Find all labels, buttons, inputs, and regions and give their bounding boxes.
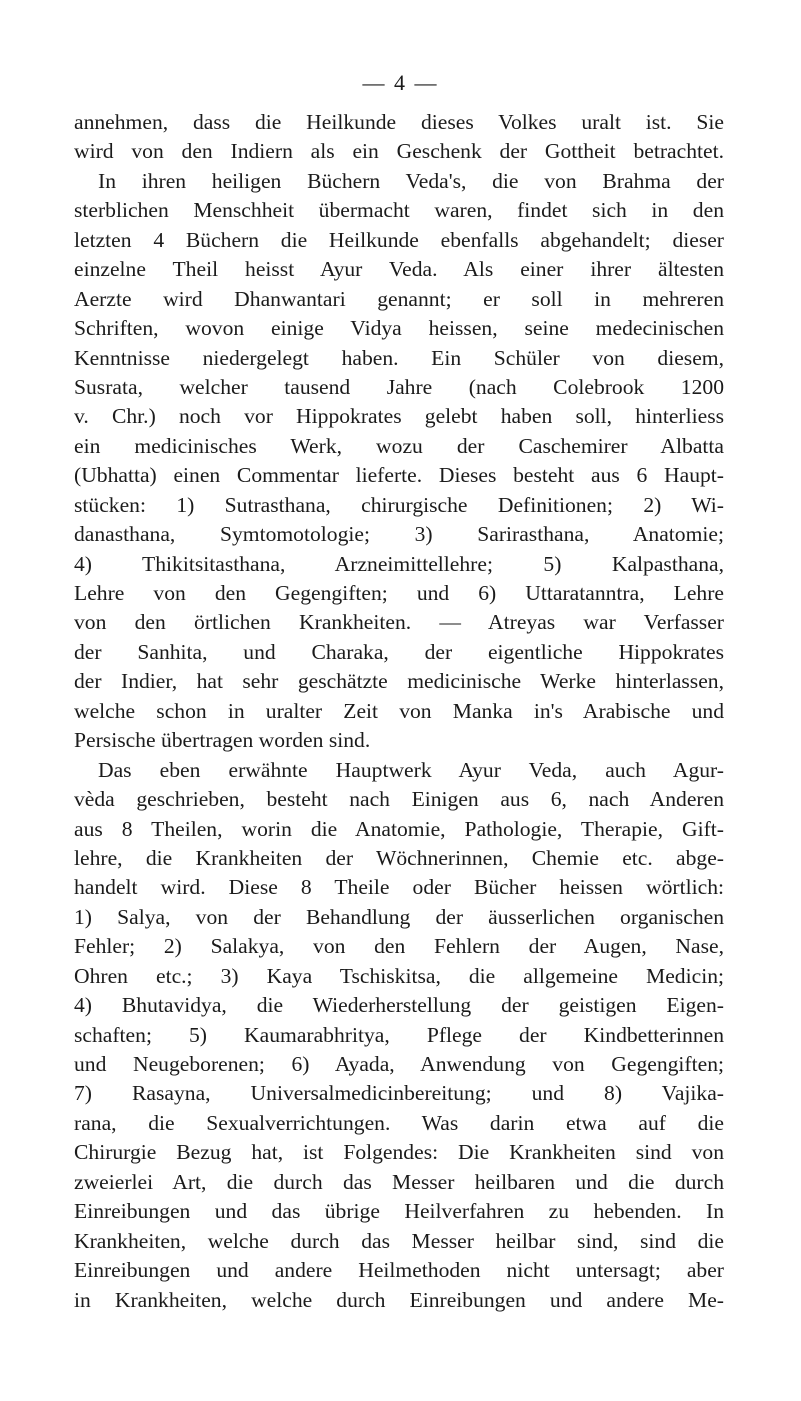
text-line: 4) Bhutavidya, die Wiederherstellung der geistigen Eigen- — [74, 993, 724, 1018]
text-line: sterblichen Menschheit übermacht waren, findet sich in den — [74, 198, 724, 223]
text-line: Lehre von den Gegengiften; und 6) Uttaratanntra, Lehre — [74, 581, 724, 605]
text-line: stücken: 1) Sutrasthana, chirurgische Definitionen; 2) Wi- — [74, 492, 724, 517]
text-line: von den örtlichen Krankheiten. — Atreyas war Verfasser — [74, 610, 724, 635]
text-line: handelt wird. Diese 8 Theile oder Bücher heissen wörtlich: — [74, 875, 724, 900]
text-line: einzelne Theil heisst Ayur Veda. Als einer ihrer ältesten — [74, 257, 724, 282]
text-line: Einreibungen und das übrige Heilverfahren zu hebenden. In — [74, 1199, 724, 1224]
text-line: danasthana, Symtomotologie; 3) Sarirasthana, Anatomie; — [74, 522, 724, 547]
text-line: aus 8 Theilen, worin die Anatomie, Pathologie, Therapie, Gift- — [74, 816, 724, 841]
text-line: Kenntnisse niedergelegt haben. Ein Schüler von diesem, — [74, 345, 724, 370]
text-line: in Krankheiten, welche durch Einreibungen und andere Me- — [74, 1287, 724, 1312]
text-line: Persische übertragen worden sind. — [74, 728, 371, 753]
text-line: letzten 4 Büchern die Heilkunde ebenfalls abgehandelt; dieser — [74, 227, 724, 252]
text-line: der Sanhita, und Charaka, der eigentliche Hippokrates — [74, 639, 724, 664]
text-line: 1) Salya, von der Behandlung der äusserlichen organischen — [74, 904, 724, 929]
text-line: Ohren etc.; 3) Kaya Tschiskitsa, die allgemeine Medicin; — [74, 963, 724, 988]
text-line: annehmen, dass die Heilkunde dieses Volkes uralt ist. Sie — [74, 110, 724, 134]
text-line: wird von den Indiern als ein Geschenk der Gottheit betrachtet. — [74, 139, 724, 164]
text-line: welche schon in uralter Zeit von Manka in's Arabische und — [74, 698, 724, 723]
text-line: Schriften, wovon einige Vidya heissen, seine medecinischen — [74, 316, 724, 341]
text-line: Krankheiten, welche durch das Messer heilbar sind, sind die — [74, 1228, 724, 1253]
text-line: Chirurgie Bezug hat, ist Folgendes: Die Krankheiten sind von — [74, 1140, 724, 1165]
text-line: (Ubhatta) einen Commentar lieferte. Dieses besteht aus 6 Haupt- — [74, 463, 724, 488]
text-line: In ihren heiligen Büchern Veda's, die von Brahma der — [98, 168, 724, 193]
text-line: vèda geschrieben, besteht nach Einigen aus 6, nach Anderen — [74, 787, 724, 812]
text-line: Fehler; 2) Salakya, von den Fehlern der Augen, Nase, — [74, 934, 724, 959]
text-line: ein medicinisches Werk, wozu der Caschemirer Albatta — [74, 433, 724, 458]
text-line: v. Chr.) noch vor Hippokrates gelebt haben soll, hinterliess — [74, 404, 724, 429]
text-line: Susrata, welcher tausend Jahre (nach Colebrook 1200 — [74, 374, 724, 399]
body-text — [74, 108, 724, 1315]
text-line: Aerzte wird Dhanwantari genannt; er soll in mehreren — [74, 286, 724, 311]
text-line: und Neugeborenen; 6) Ayada, Anwendung von Gegengiften; — [74, 1052, 724, 1076]
text-line: Das eben erwähnte Hauptwerk Ayur Veda, auch Agur- — [98, 757, 724, 782]
text-line: Einreibungen und andere Heilmethoden nicht untersagt; aber — [74, 1258, 724, 1283]
text-line: der Indier, hat sehr geschätzte medicinische Werke hinterlassen, — [74, 669, 724, 694]
text-line: lehre, die Krankheiten der Wöchnerinnen, Chemie etc. abge- — [74, 845, 724, 870]
text-line: 4) Thikitsitasthana, Arzneimittellehre; 5) Kalpasthana, — [74, 551, 724, 576]
page-number: — 4 — — [362, 70, 439, 95]
text-line: 7) Rasayna, Universalmedicinbereitung; und 8) Vajika- — [74, 1081, 724, 1106]
text-line: zweierlei Art, die durch das Messer heilbaren und die durch — [74, 1169, 724, 1194]
text-line: rana, die Sexualverrichtungen. Was darin etwa auf die — [74, 1110, 724, 1135]
text-line: schaften; 5) Kaumarabhritya, Pflege der Kindbetterinnen — [74, 1022, 724, 1047]
